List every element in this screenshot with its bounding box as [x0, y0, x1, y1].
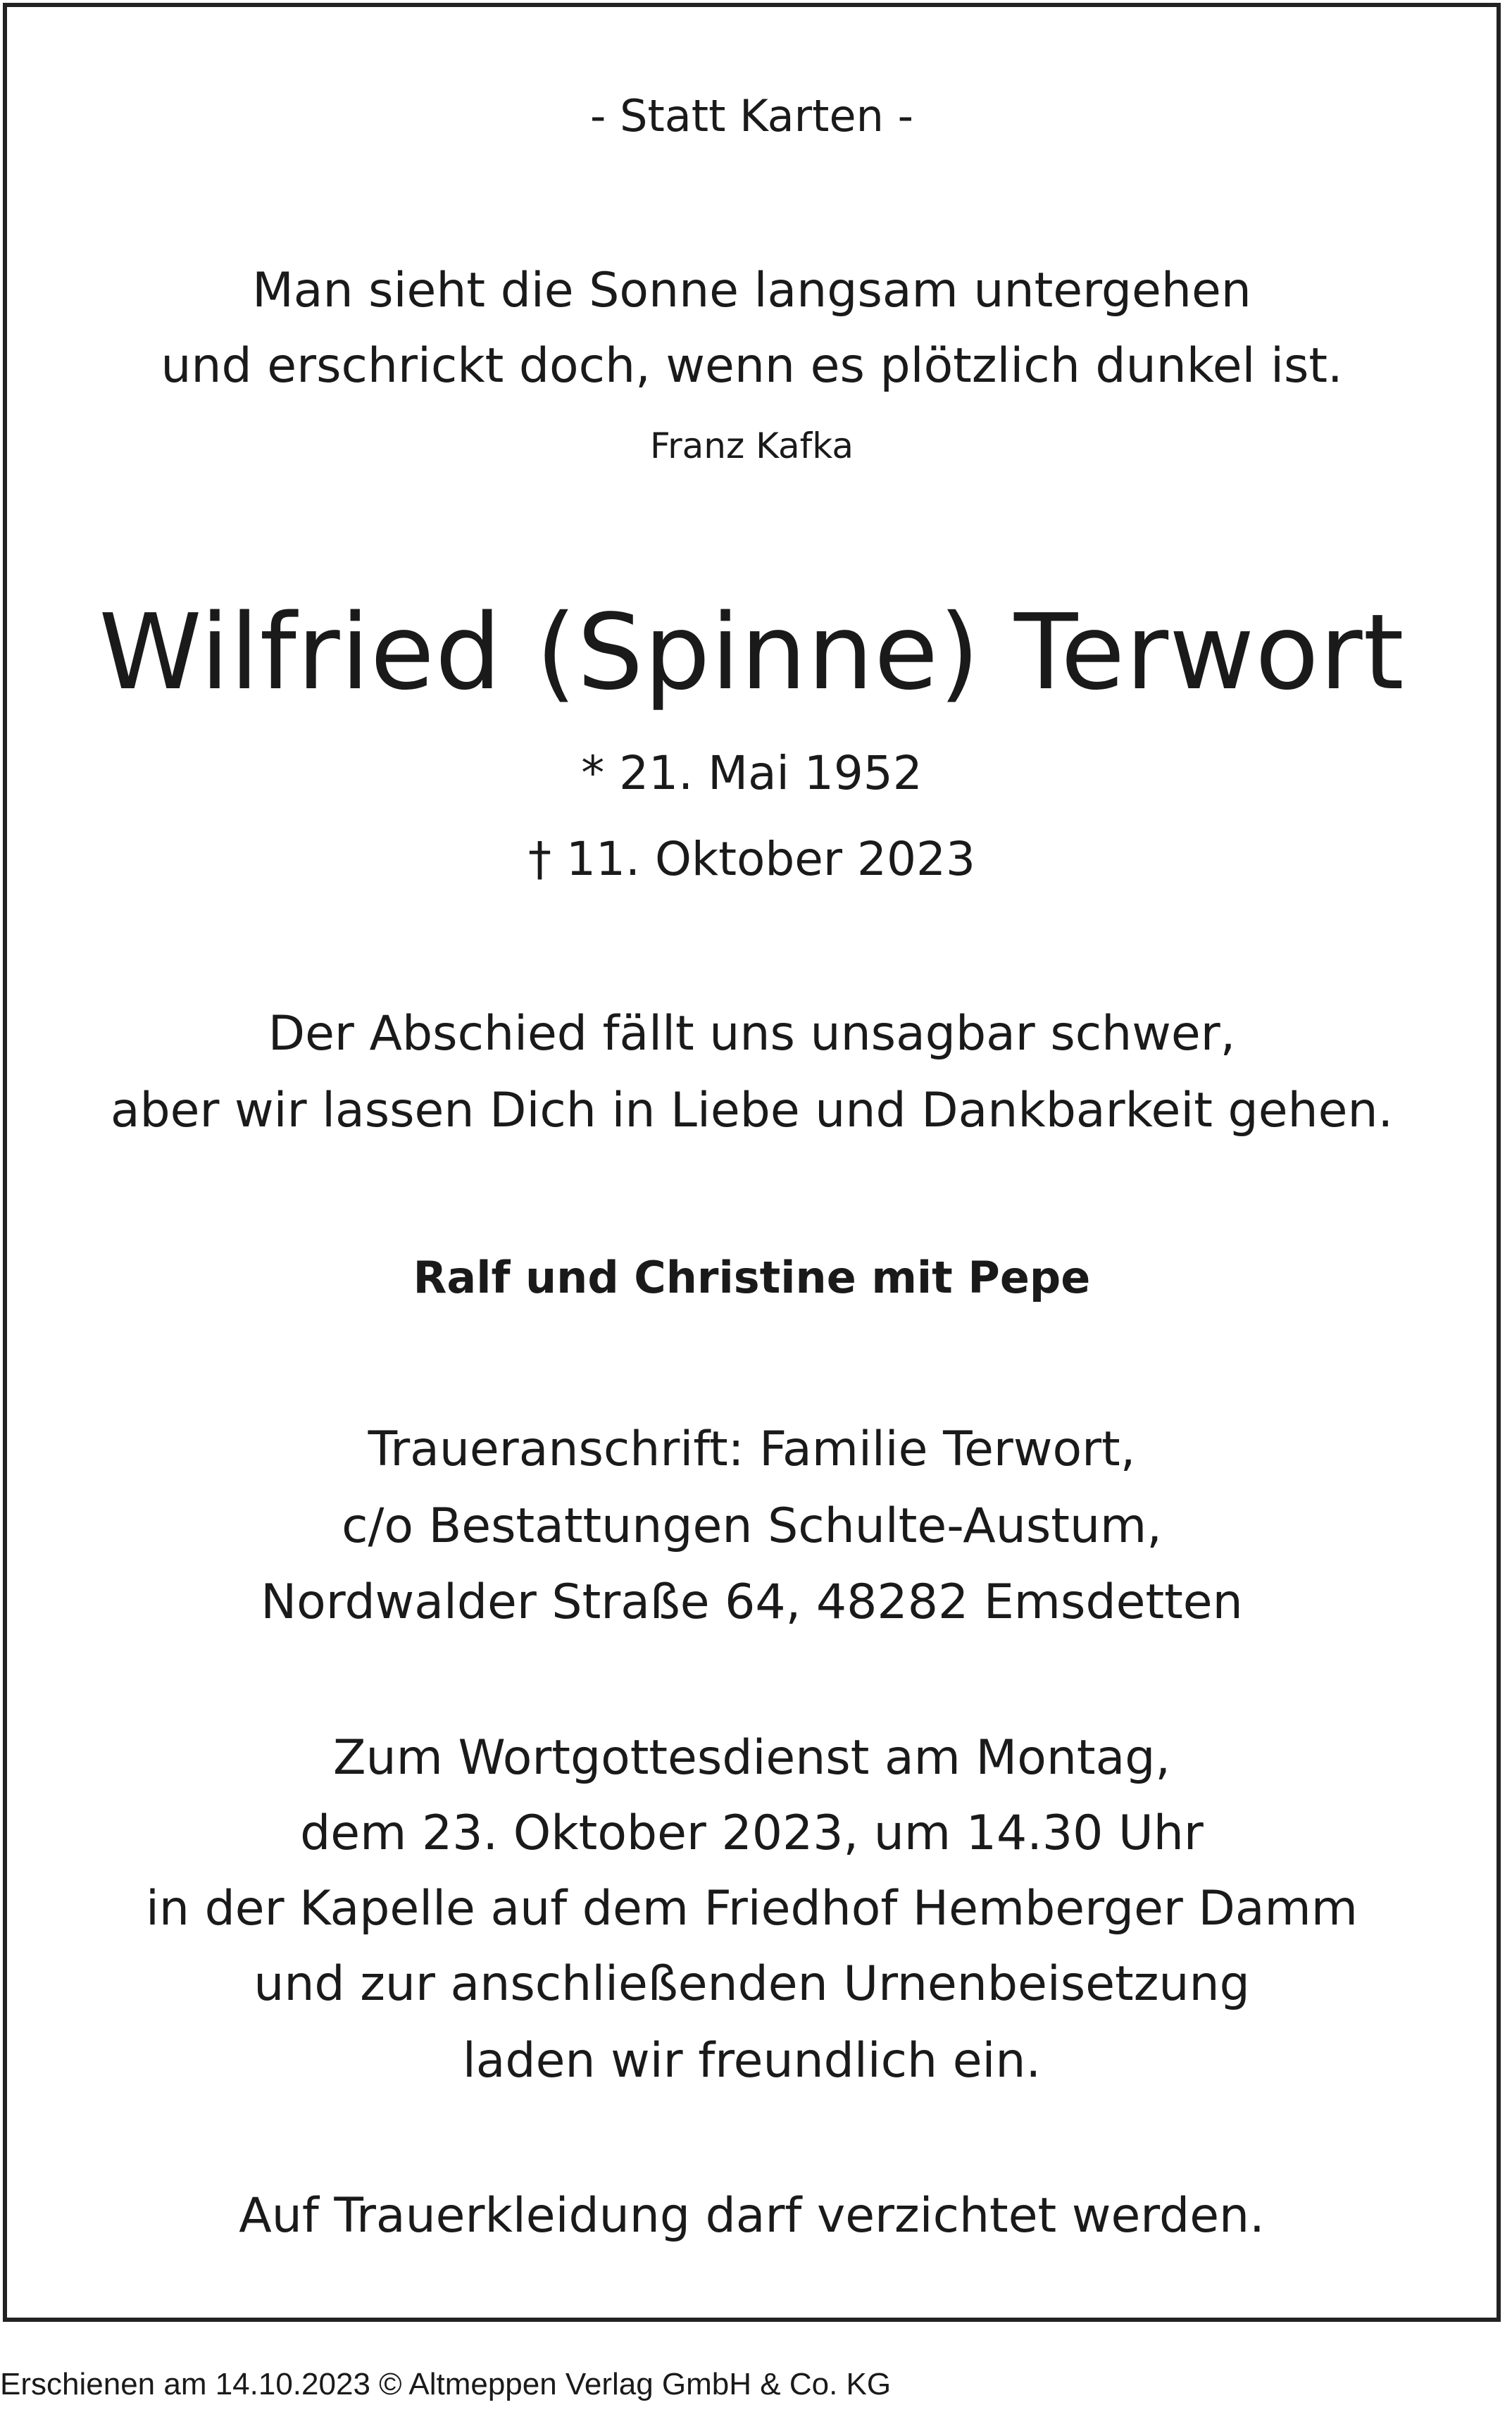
- deceased-name: Wilfried (Spinne) Terwort: [99, 592, 1405, 713]
- service-line-4: und zur anschließenden Urnenbeisetzung: [254, 1956, 1250, 2012]
- obituary-notice: [3, 3, 1501, 2322]
- service-line-5: laden wir freundlich ein.: [462, 2033, 1042, 2089]
- header-tag: - Statt Karten -: [590, 90, 913, 142]
- quote-line-2: und erschrickt doch, wenn es plötzlich dunkel ist.: [161, 338, 1343, 394]
- farewell-line-1: Der Abschied fällt uns unsagbar schwer,: [268, 1006, 1236, 1062]
- farewell-line-2: aber wir lassen Dich in Liebe und Dankbarkeit gehen.: [110, 1083, 1394, 1138]
- address-line-2: c/o Bestattungen Schulte-Austum,: [342, 1498, 1162, 1554]
- dress-code-note: Auf Trauerkleidung darf verzichtet werden.: [239, 2188, 1265, 2244]
- publication-footer: Erschienen am 14.10.2023 © Altmeppen Verlag GmbH & Co. KG: [0, 2367, 892, 2401]
- quote-author: Franz Kafka: [649, 425, 854, 466]
- address-line-1: Traueranschrift: Familie Terwort,: [368, 1422, 1136, 1477]
- address-line-3: Nordwalder Straße 64, 48282 Emsdetten: [261, 1574, 1243, 1630]
- service-line-1: Zum Wortgottesdienst am Montag,: [332, 1730, 1171, 1786]
- service-line-2: dem 23. Oktober 2023, um 14.30 Uhr: [300, 1805, 1204, 1861]
- family-signature: Ralf und Christine mit Pepe: [413, 1252, 1091, 1303]
- birth-date: * 21. Mai 1952: [581, 746, 923, 800]
- quote-line-1: Man sieht die Sonne langsam untergehen: [252, 263, 1251, 318]
- service-line-3: in der Kapelle auf dem Friedhof Hemberger Damm: [146, 1881, 1358, 1937]
- death-date: † 11. Oktober 2023: [528, 832, 975, 886]
